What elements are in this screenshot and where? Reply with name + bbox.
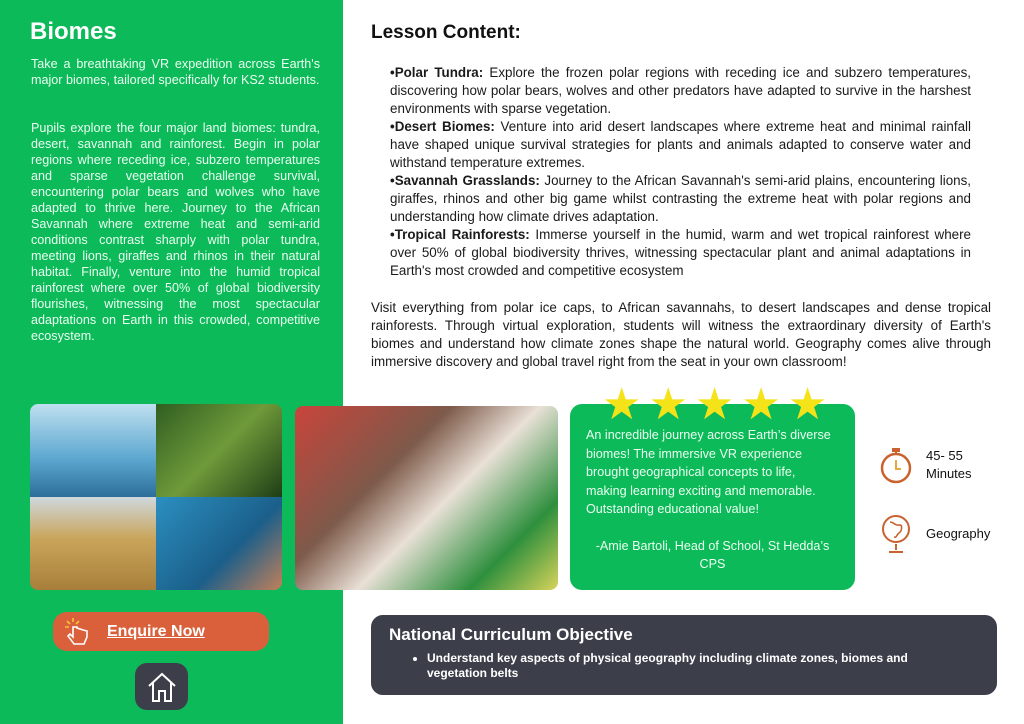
star-icon: ★: [602, 380, 642, 429]
home-button[interactable]: [135, 663, 188, 710]
subject-info: [878, 512, 990, 556]
star-icon: ★: [694, 380, 735, 429]
biomes-collage-image: [30, 404, 282, 590]
globe-icon: [878, 512, 914, 556]
curriculum-objective-box: [371, 615, 997, 695]
lesson-bullets: [390, 64, 971, 280]
enquire-label: Enquire Now: [107, 622, 205, 640]
curriculum-item: • Understand key aspects of physical geography including climate zones, biomes and vegetation belts: [427, 651, 947, 681]
bullet-desert: •Desert Biomes: Venture into arid desert landscapes where extreme heat and minimal rainfall have shaped unique survival strategies for plants and animals adapted to conserve water and withstand temperature extremes.: [390, 119, 972, 170]
testimonial-quote: An incredible journey across Earth’s diverse biomes! The immersive VR experience brought geographical concepts to life, making learning exciting and memorable. Outstanding educational value!: [586, 428, 831, 516]
student-vr-headset-photo: [295, 406, 558, 590]
lesson-paragraph: Visit everything from polar ice caps, to African savannahs, to desert landscapes and dense tropical rainforests. Through virtual exploration, students will witness the extraordinary diversity of Earth's biomes and understand how climate zones shape the natural world. Geography comes alive through immersive discovery and global travel right from the seat in your own classroom!: [371, 300, 991, 369]
duration-info: [878, 445, 972, 485]
star-icon: ★: [787, 380, 828, 429]
star-rating: [602, 380, 828, 429]
page-title: Biomes: [30, 18, 117, 45]
lesson-content-heading: Lesson Content:: [371, 22, 521, 43]
star-icon: ★: [648, 380, 688, 429]
subject-label: Geography: [926, 526, 991, 541]
home-icon: [145, 670, 179, 704]
testimonial-author: -Amie Bartoli, Head of School, St Hedda’s CPS: [595, 538, 830, 571]
curriculum-title: National Curriculum Objective: [389, 625, 633, 644]
testimonial-card: [570, 404, 855, 590]
duration-value: 45- 55: [926, 448, 963, 463]
bullet-polar: •Polar Tundra: Explore the frozen polar regions with receding ice and subzero temperatures, discovering how polar bears, wolves and other predators have adapted to survive in the harshest environments with sparse vegetation.: [390, 65, 971, 116]
duration-unit: Minutes: [926, 466, 972, 481]
bullet-savannah: •Savannah Grasslands: Journey to the African Savannah's semi-arid plains, encountering lions, giraffes, rhinos and other big game whilst contrasting the extreme heat with polar regions and understanding how climate drives adaptation.: [390, 173, 972, 224]
intro-text: Take a breathtaking VR expedition across Earth's major biomes, tailored specifically for KS2 students.: [31, 57, 320, 87]
star-icon: ★: [741, 380, 781, 429]
stopwatch-icon: [878, 445, 914, 485]
tap-hand-icon: [61, 617, 93, 647]
enquire-now-button[interactable]: [53, 612, 269, 651]
bullet-rainforest: •Tropical Rainforests: Immerse yourself in the humid, warm and wet tropical rainforest where over 50% of global biodiversity thrives, witnessing spectacular plant and animal adaptations in Earth's most crowded and competitive ecosystem: [390, 227, 972, 278]
overview-text: Pupils explore the four major land biomes: tundra, desert, savannah and rainforest. Begin in polar regions where receding ice, subzero temperatures and sparse vegetation challenge survival, encountering polar bears and wolves who have adapted to thrive here. Journey to the African Savannah where extreme heat and semi-arid conditions contrast sharply with polar tundra, meeting lions, giraffes and rhinos in their natural habitat. Finally, venture into the humid tropical rainforest where over 50% of global biodiversity flourishes, witnessing the most spectacular adaptations on Earth in this crowded, competitive ecosystem.: [31, 121, 320, 343]
